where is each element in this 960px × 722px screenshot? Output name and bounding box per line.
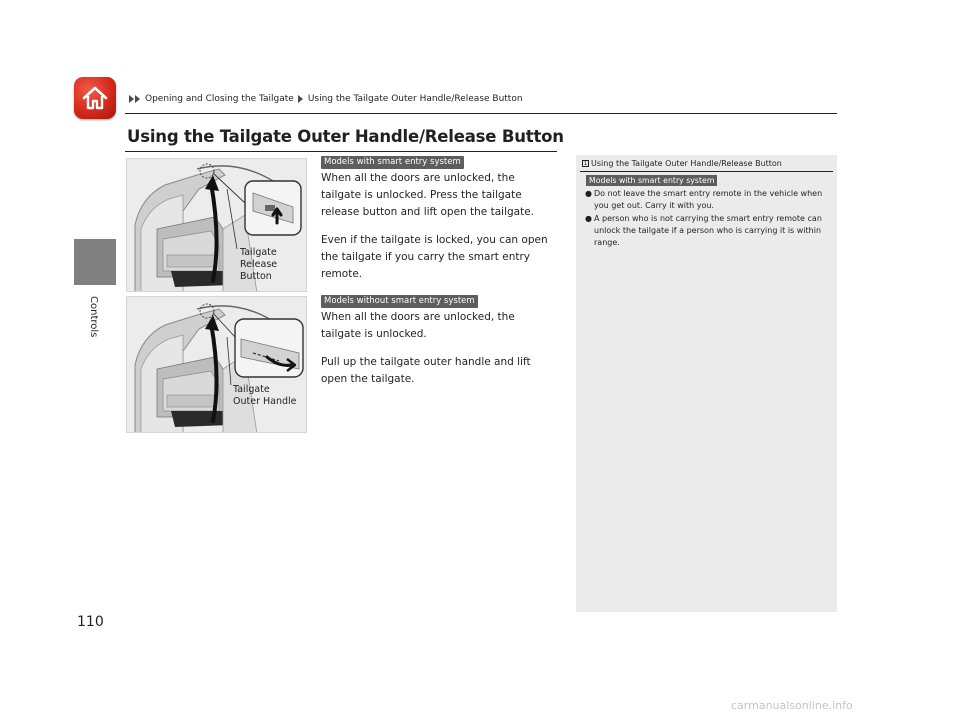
body-text-smart-entry [321,170,557,294]
header-divider [125,113,837,114]
sidebar-note-box [576,155,837,612]
title-divider [125,151,557,152]
model-badge-smart-entry: Models with smart entry system [321,156,464,169]
breadcrumb-link-opening-closing-tailgate[interactable]: Opening and Closing the Tailgate [145,94,294,104]
page-number: 110 [77,614,104,630]
bullet-icon: ● [585,189,592,198]
paragraph: Pull up the tailgate outer handle and lift open the tailgate. [321,356,531,385]
breadcrumb [129,94,523,104]
watermark: carmanualsonline.info [731,699,853,712]
home-button[interactable] [74,77,116,119]
body-text-without-smart-entry [321,309,557,399]
list-item: ● A person who is not carrying the smart entry remote can unlock the tailgate if a person who is carrying it is within range. [585,214,822,247]
tailgate-outer-handle-callout: Tailgate Outer Handle [233,384,297,407]
chapter-tab[interactable] [74,239,116,285]
breadcrumb-arrow-icon [298,95,303,103]
tailgate-outer-handle-illustration [126,296,307,433]
breadcrumb-arrow-icon [135,95,140,103]
model-badge-without-smart-entry: Models without smart entry system [321,295,478,308]
tailgate-release-button-callout: Tailgate Release Button [240,247,278,282]
paragraph: When all the doors are unlocked, the tailgate is unlocked. Press the tailgate release button and lift open the tailgate. [321,172,534,218]
chapter-label: Controls [88,296,99,338]
list-item: ● Do not leave the smart entry remote in the vehicle when you get out. Carry it with you. [585,189,823,210]
sidebar-title: 1 Using the Tailgate Outer Handle/Release Button [583,159,782,168]
bullet-icon: ● [585,214,592,223]
breadcrumb-arrow-icon [129,95,134,103]
reference-marker-icon: 1 [583,160,588,167]
sidebar-note-list [584,188,824,250]
sidebar-divider [580,171,833,172]
tailgate-release-button-illustration [126,158,307,292]
home-icon [81,85,109,111]
breadcrumb-current-page: Using the Tailgate Outer Handle/Release Button [307,94,523,104]
paragraph: Even if the tailgate is locked, you can open the tailgate if you carry the smart entry remote. [321,234,548,280]
section-title: Using the Tailgate Outer Handle/Release Button [127,127,564,146]
sidebar-model-badge: Models with smart entry system [586,175,717,186]
paragraph: When all the doors are unlocked, the tailgate is unlocked. [321,311,515,340]
